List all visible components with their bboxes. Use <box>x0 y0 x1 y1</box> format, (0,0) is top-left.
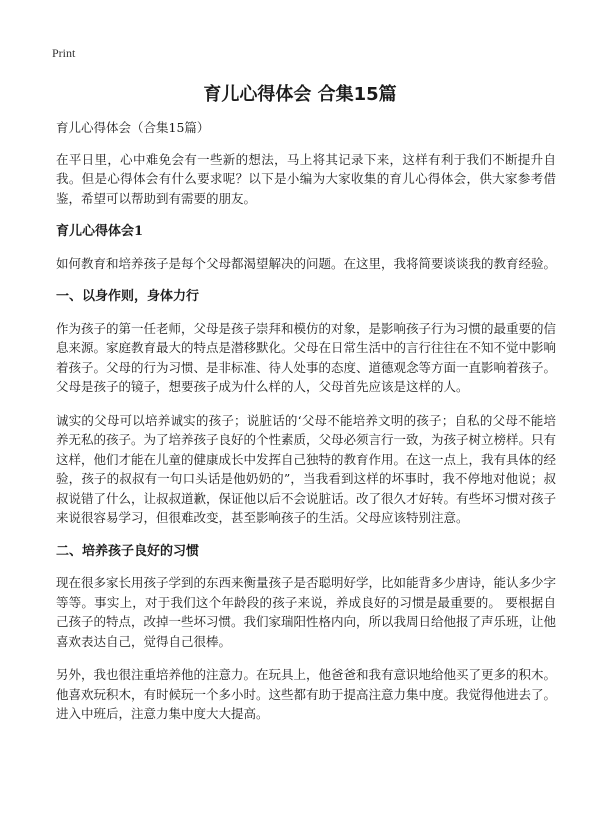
point2-heading: 二、培养孩子良好的习惯 <box>56 543 200 559</box>
point2-paragraph-1: 现在很多家长用孩子学到的东西来衡量孩子是否聪明好学，比如能背多少唐诗，能认多少字等等。事实上，对于我们这个年龄段的孩子来说，养成良好的习惯是最重要的。 要根据自己孩子的特点，改掉一些坏习惯。我们家瑞阳性格内向，所以我周日给他报了声乐班，让他喜欢表达自己，觉得自己很棒。 <box>56 575 557 649</box>
point2-paragraph-2: 另外，我也很注重培养他的注意力。在玩具上，他爸爸和我有意识地给他买了更多的积木。他喜欢玩积木，有时候玩一个多小时。这些都有助于提高注意力集中度。我觉得他进去了。 进入中班后，注意力集中度大大提高。 <box>56 667 557 721</box>
point1-paragraph-2: 诚实的父母可以培养诚实的孩子；说脏话的‘父母不能培养文明的孩子；自私的父母不能培养无私的孩子。为了培养孩子良好的个性素质，父母必须言行一致，为孩子树立榜样。只有这样，他们才能在儿童的健康成长中发挥自己独特的教育作用。在这一点上，我有具体的经验，孩子的叔叔有一句口头话是他奶奶的”，当我看到这样的坏事时，我不停地对他说；叔叔说错了什么，让叔叔道歉，保证他以后不会说脏话。改了很久才好转。有些坏习惯对孩子来说很容易学习，但很难改变，甚至影响孩子的生活。父母应该特别注意。 <box>56 412 557 525</box>
document-title: 育儿心得体会 合集15篇 <box>203 84 397 105</box>
intro-paragraph: 在平日里，心中难免会有一些新的想法，马上将其记录下来，这样有利于我们不断提升自我。但是心得体会有什么要求呢？以下是小编为大家收集的育儿心得体会，供大家参考借鉴，希望可以帮助到有需要的朋友。 <box>56 151 556 206</box>
point1-heading: 一、以身作则，身体力行 <box>56 289 200 304</box>
document-body <box>56 118 556 738</box>
section-heading: 育儿心得体会1 <box>56 224 144 239</box>
point1-paragraph-1: 作为孩子的第一任老师，父母是孩子崇拜和模仿的对象，是影响孩子行为习惯的最重要的信息来源。家庭教育最大的特点是潜移默化。父母在日常生活中的言行往往在不知不觉中影响着孩子。父母的行为习惯、是非标准、待人处事的态度、道德观念等方面一直影响着孩子。父母是孩子的镜子，想要孩子成为什么样的人，父母首先应该是这样的人。 <box>56 320 557 394</box>
section-intro-paragraph: 如何教育和培养孩子是每个父母都渴望解决的问题。在这里，我将简要谈谈我的教育经验。 <box>56 255 557 271</box>
document-subtitle: 育儿心得体会（合集15篇） <box>56 120 210 135</box>
print-label: Print <box>52 46 76 60</box>
